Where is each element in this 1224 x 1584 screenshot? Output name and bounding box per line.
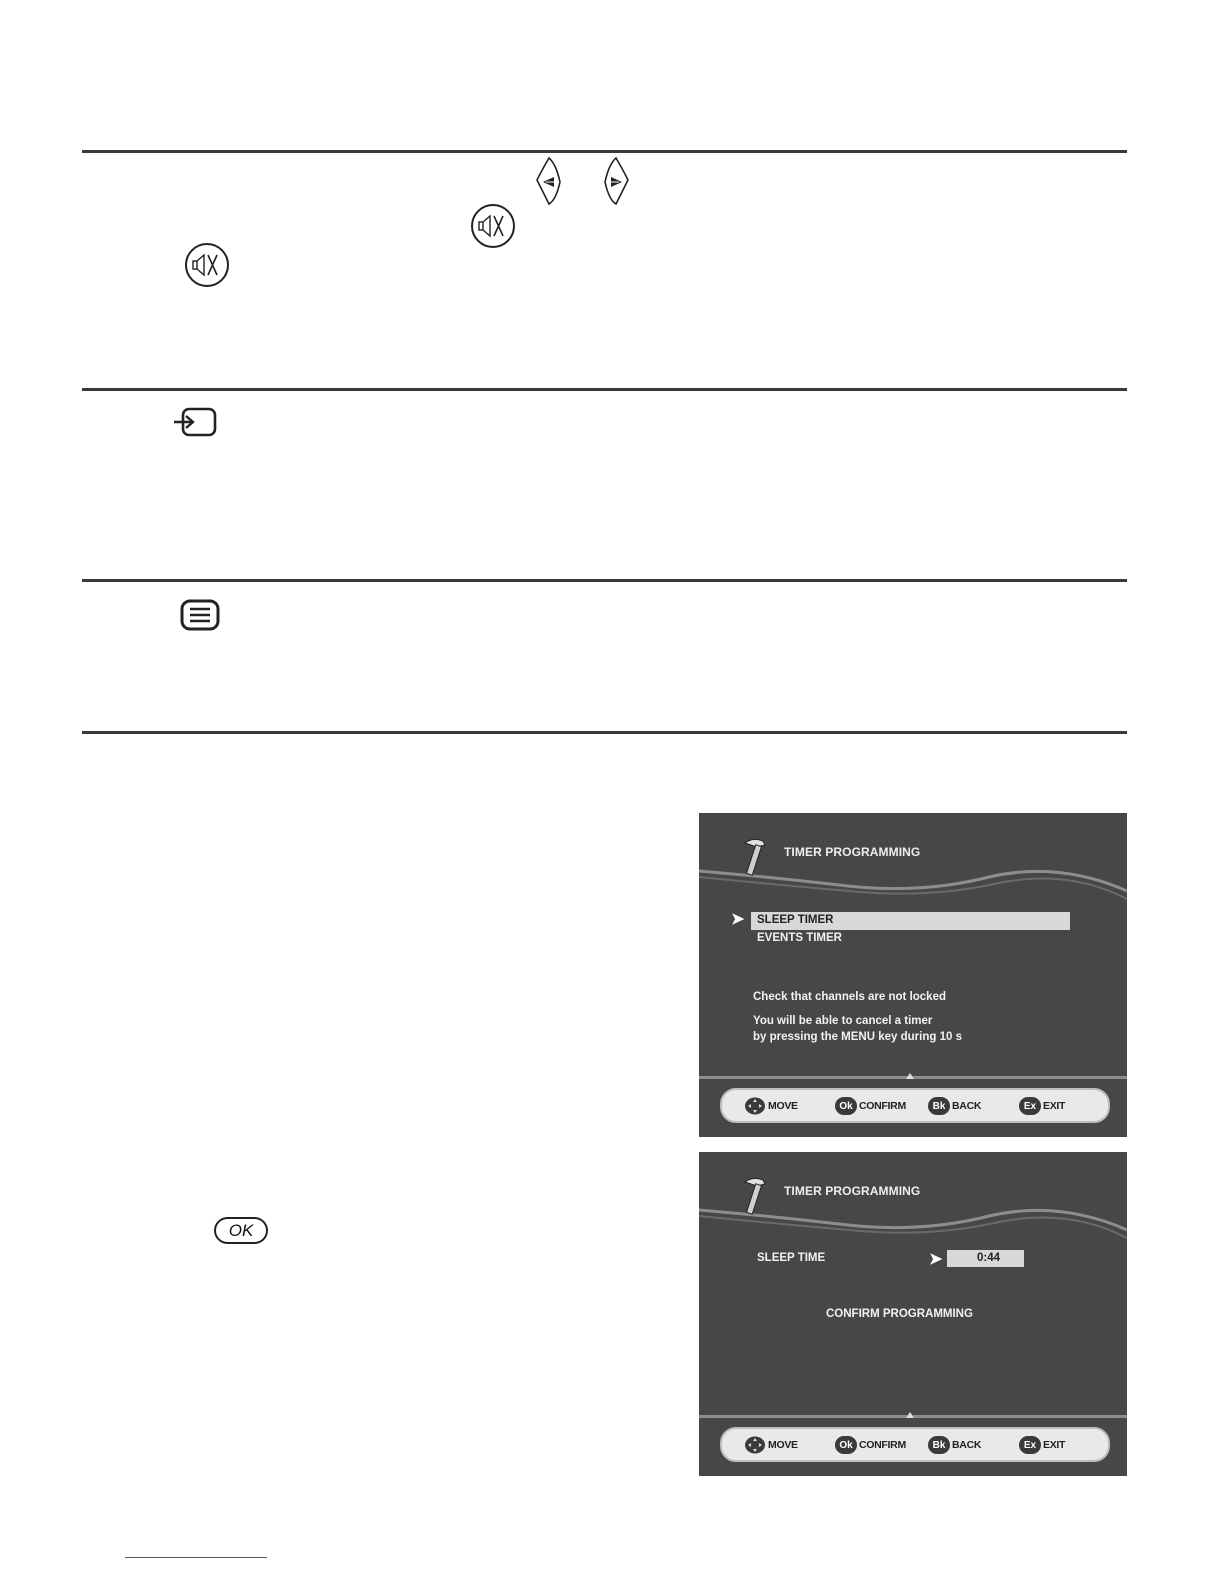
footer-back-label: BACK [952,1100,982,1112]
osd-title: TIMER PROGRAMMING [784,845,921,859]
footer-move-label: MOVE [768,1100,798,1112]
ok-key-icon [214,1217,268,1244]
footer-back [928,1097,981,1115]
section-divider [82,579,1127,582]
mute-key-icon [184,242,230,288]
osd-note: by pressing the MENU key during 10 s [753,1031,962,1043]
ok-badge-icon: Ok [835,1097,857,1115]
footer-up-marker-icon [906,1073,914,1079]
osd-footer [720,1427,1110,1462]
footer-confirm-label: CONFIRM [859,1100,906,1112]
input-source-key-icon [172,405,220,441]
section-divider [82,150,1127,153]
menu-item-events-timer[interactable]: EVENTS TIMER [757,932,842,944]
osd-footer [720,1088,1110,1123]
bk-badge-icon: Bk [928,1097,950,1115]
osd-screen-timer-menu [699,813,1127,1137]
section-divider [82,388,1127,391]
footer-link-underline [125,1557,267,1558]
menu-item-sleep-timer[interactable]: SLEEP TIMER [757,914,834,926]
ex-badge-icon: Ex [1019,1436,1041,1454]
footer-exit-label: EXIT [1043,1100,1066,1112]
footer-move-label: MOVE [768,1439,798,1451]
navigation-pad-icon [744,1097,766,1115]
teletext-key-icon [179,598,221,632]
osd-note: You will be able to cancel a timer [753,1015,933,1027]
confirm-programming-label[interactable]: CONFIRM PROGRAMMING [826,1308,973,1320]
osd-note: Check that channels are not locked [753,991,947,1003]
sleep-time-value: 0:44 [977,1252,1001,1264]
selection-arrow-icon: ➤ [929,1251,943,1268]
tools-icon [735,835,775,879]
footer-move [744,1097,798,1115]
bk-badge-icon: Bk [928,1436,950,1454]
mute-key-icon [470,203,516,249]
footer-confirm [835,1097,906,1115]
selection-arrow-icon: ➤ [731,911,745,928]
footer-exit-label: EXIT [1043,1439,1066,1451]
footer-exit [1019,1436,1065,1454]
tools-icon [735,1174,775,1218]
footer-up-marker-icon [906,1412,914,1418]
footer-back [928,1436,981,1454]
footer-exit [1019,1097,1065,1115]
right-arrow-key-icon [601,156,631,208]
sleep-time-label: SLEEP TIME [757,1252,826,1264]
left-arrow-key-icon [534,156,564,208]
footer-confirm-label: CONFIRM [859,1439,906,1451]
footer-back-label: BACK [952,1439,982,1451]
footer-move [744,1436,798,1454]
osd-title: TIMER PROGRAMMING [784,1184,921,1198]
ok-badge-icon: Ok [835,1436,857,1454]
navigation-pad-icon [744,1436,766,1454]
section-divider [82,731,1127,734]
ok-key-label: OK [228,1220,254,1240]
osd-screen-sleep-time [699,1152,1127,1476]
footer-confirm [835,1436,906,1454]
ex-badge-icon: Ex [1019,1097,1041,1115]
